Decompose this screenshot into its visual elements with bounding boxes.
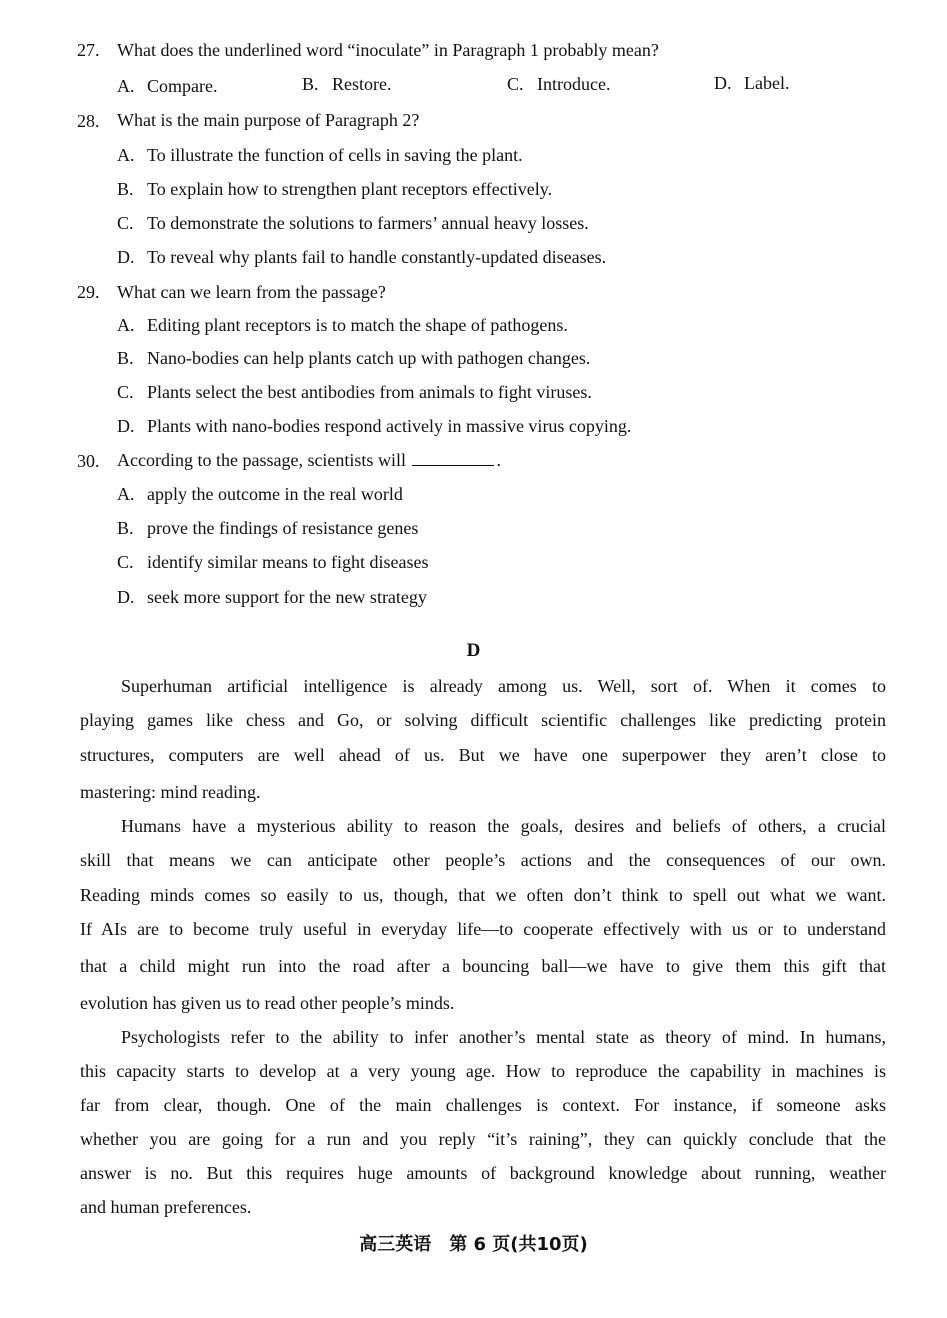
passage-line: that a child might run into the road after a bouncing ball—we have to give them this gift that xyxy=(80,956,886,976)
question-number: 29. xyxy=(77,282,100,302)
question-text: What does the underlined word “inoculate” in Paragraph 1 probably mean? xyxy=(117,40,659,60)
passage-line: Reading minds comes so easily to us, though, that we often don’t think to spell out what we want. xyxy=(80,885,886,905)
option-b: B. Nano-bodies can help plants catch up with pathogen changes. xyxy=(117,348,591,368)
option-d: D. Plants with nano-bodies respond actively in massive virus copying. xyxy=(117,416,632,436)
question-number: 30. xyxy=(77,451,100,471)
passage-line: answer is no. But this requires huge amounts of background knowledge about running, weather xyxy=(80,1163,886,1183)
option-b: B. Restore. xyxy=(302,74,392,94)
passage-line: and human preferences. xyxy=(80,1197,252,1217)
passage-line: skill that means we can anticipate other people’s actions and the consequences of our own. xyxy=(80,850,886,870)
passage-line: structures, computers are well ahead of us. But we have one superpower they aren’t close to xyxy=(80,745,886,765)
option-d: D. To reveal why plants fail to handle constantly-updated diseases. xyxy=(117,247,607,267)
answer-blank xyxy=(412,449,494,466)
passage-line: far from clear, though. One of the main challenges is context. For instance, if someone asks xyxy=(80,1095,886,1115)
question-text: What can we learn from the passage? xyxy=(117,282,386,302)
passage-line: If AIs are to become truly useful in everyday life—to cooperate effectively with us or to understand xyxy=(80,919,886,939)
option-d: D. Label. xyxy=(714,73,790,93)
passage-line: playing games like chess and Go, or solving difficult scientific challenges like predicting protein xyxy=(80,710,886,730)
passage-line: evolution has given us to read other people’s minds. xyxy=(80,993,455,1013)
option-b: B. To explain how to strengthen plant receptors effectively. xyxy=(117,179,553,199)
option-a: A. Editing plant receptors is to match the shape of pathogens. xyxy=(117,315,568,335)
question-text: According to the passage, scientists will . xyxy=(117,450,501,470)
passage-line: Psychologists refer to the ability to infer another’s mental state as theory of mind. In humans, xyxy=(121,1027,886,1047)
passage-line: this capacity starts to develop at a very young age. How to reproduce the capability in machines is xyxy=(80,1061,886,1081)
option-a: A. apply the outcome in the real world xyxy=(117,484,403,504)
option-c: C. Plants select the best antibodies from animals to fight viruses. xyxy=(117,382,592,402)
option-b: B. prove the findings of resistance genes xyxy=(117,518,419,538)
passage-line: mastering: mind reading. xyxy=(80,782,261,802)
option-c: C. To demonstrate the solutions to farmers’ annual heavy losses. xyxy=(117,213,589,233)
page-footer: 高三英语 第 6 页(共10页) xyxy=(359,1234,588,1255)
passage-line: Humans have a mysterious ability to reason the goals, desires and beliefs of others, a crucial xyxy=(121,816,886,836)
option-c: C. Introduce. xyxy=(507,74,611,94)
option-a: A. Compare. xyxy=(117,76,218,96)
section-title: D xyxy=(466,640,481,661)
question-text: What is the main purpose of Paragraph 2? xyxy=(117,110,420,130)
question-number: 28. xyxy=(77,111,100,131)
option-d: D. seek more support for the new strategy xyxy=(117,587,427,607)
passage-line: Superhuman artificial intelligence is already among us. Well, sort of. When it comes to xyxy=(121,676,886,696)
option-c: C. identify similar means to fight diseases xyxy=(117,552,429,572)
question-number: 27. xyxy=(77,40,100,60)
option-a: A. To illustrate the function of cells in saving the plant. xyxy=(117,145,523,165)
passage-line: whether you are going for a run and you reply “it’s raining”, they can quickly conclude that the xyxy=(80,1129,886,1149)
